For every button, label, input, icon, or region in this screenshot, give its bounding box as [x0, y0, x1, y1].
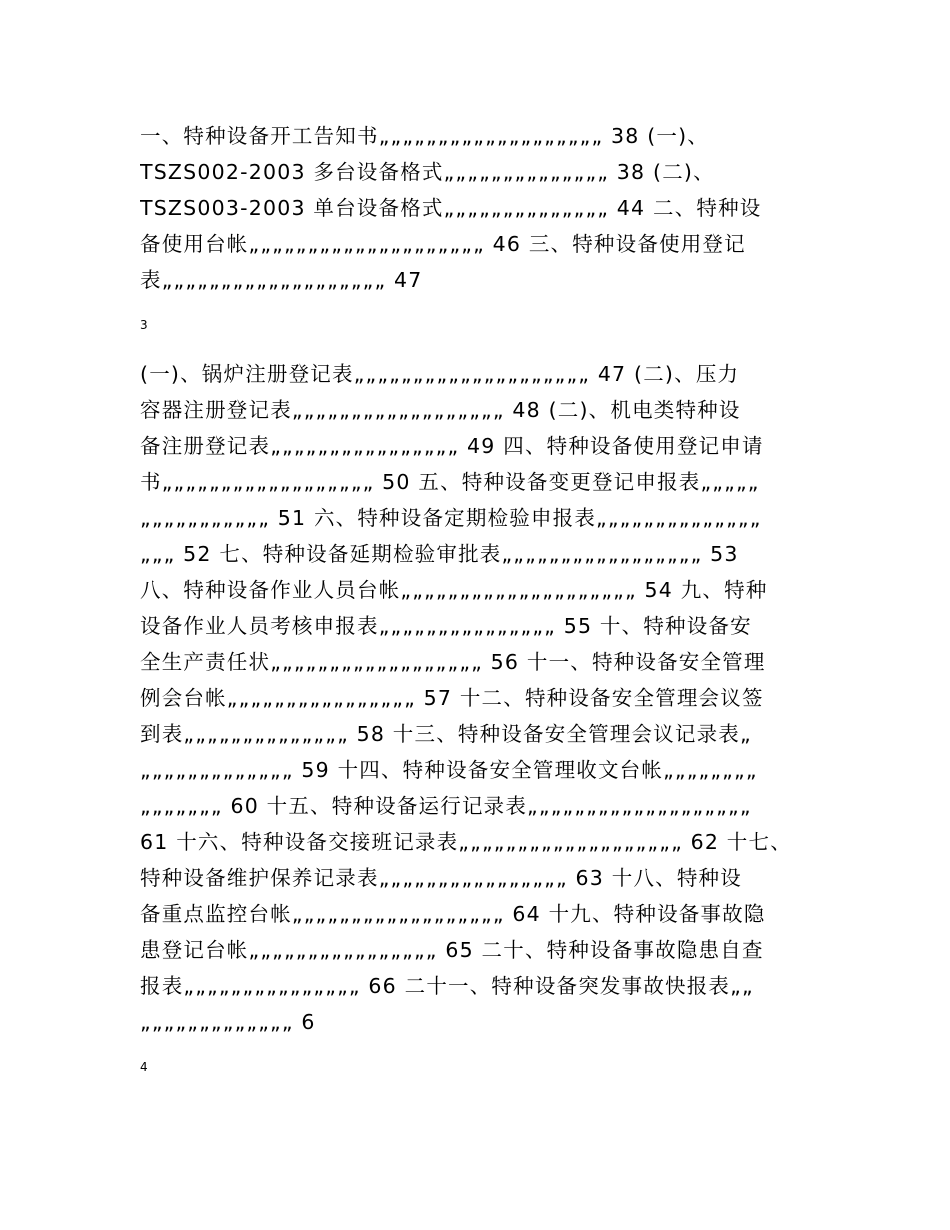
- toc-line: „„„„„„„„„„„„„ 6: [140, 1010, 316, 1034]
- toc-line: 八、特种设备作业人员台帐„„„„„„„„„„„„„„„„„„„„ 54 九、特种: [140, 578, 768, 602]
- toc-line: 备重点监控台帐„„„„„„„„„„„„„„„„„„ 64 十九、特种设备事故隐: [140, 902, 766, 926]
- toc-line: 例会台帐„„„„„„„„„„„„„„„„ 57 十二、特种设备安全管理会议签: [140, 686, 764, 710]
- toc-line: 全生产责任状„„„„„„„„„„„„„„„„„„ 56 十一、特种设备安全管理: [140, 650, 766, 674]
- toc-line: 备使用台帐„„„„„„„„„„„„„„„„„„„„ 46 三、特种设备使用登记: [140, 232, 746, 256]
- toc-line: 61 十六、特种设备交接班记录表„„„„„„„„„„„„„„„„„„„ 62 十七、: [140, 830, 792, 854]
- toc-line: 报表„„„„„„„„„„„„„„„ 66 二十一、特种设备突发事故快报表„„: [140, 974, 754, 998]
- toc-line: „„„ 52 七、特种设备延期检验审批表„„„„„„„„„„„„„„„„„ 53: [140, 542, 739, 566]
- page-number: 3: [140, 318, 148, 332]
- page-number: 4: [140, 1060, 148, 1074]
- toc-line: 容器注册登记表„„„„„„„„„„„„„„„„„„ 48 (二)、机电类特种设: [140, 398, 741, 422]
- toc-line: „„„„„„„„„„„ 51 六、特种设备定期检验申报表„„„„„„„„„„„„„„: [140, 506, 762, 530]
- toc-line: 备注册登记表„„„„„„„„„„„„„„„„ 49 四、特种设备使用登记申请: [140, 434, 764, 458]
- toc-line: „„„„„„„ 60 十五、特种设备运行记录表„„„„„„„„„„„„„„„„„„„: [140, 794, 752, 818]
- toc-line: 表„„„„„„„„„„„„„„„„„„„ 47: [140, 268, 423, 292]
- toc-line: 到表„„„„„„„„„„„„„„ 58 十三、特种设备安全管理会议记录表„: [140, 722, 752, 746]
- toc-section-2: [140, 356, 812, 1040]
- toc-line: 书„„„„„„„„„„„„„„„„„„ 50 五、特种设备变更登记申报表„„„„„: [140, 470, 760, 494]
- toc-line: 一、特种设备开工告知书„„„„„„„„„„„„„„„„„„„ 38 (一)、: [140, 124, 709, 148]
- toc-line: TSZS003-2003 单台设备格式„„„„„„„„„„„„„„ 44 二、特种设: [140, 196, 762, 220]
- toc-line: TSZS002-2003 多台设备格式„„„„„„„„„„„„„„ 38 (二)、: [140, 160, 715, 184]
- toc-line: „„„„„„„„„„„„„ 59 十四、特种设备安全管理收文台帐„„„„„„„„: [140, 758, 758, 782]
- toc-line: 特种设备维护保养记录表„„„„„„„„„„„„„„„„ 63 十八、特种设: [140, 866, 742, 890]
- toc-line: 设备作业人员考核申报表„„„„„„„„„„„„„„„ 55 十、特种设备安: [140, 614, 752, 638]
- toc-section-1: [140, 118, 812, 298]
- toc-line: (一)、锅炉注册登记表„„„„„„„„„„„„„„„„„„„„ 47 (二)、压力: [140, 362, 740, 386]
- toc-line: 患登记台帐„„„„„„„„„„„„„„„„ 65 二十、特种设备事故隐患自查: [140, 938, 764, 962]
